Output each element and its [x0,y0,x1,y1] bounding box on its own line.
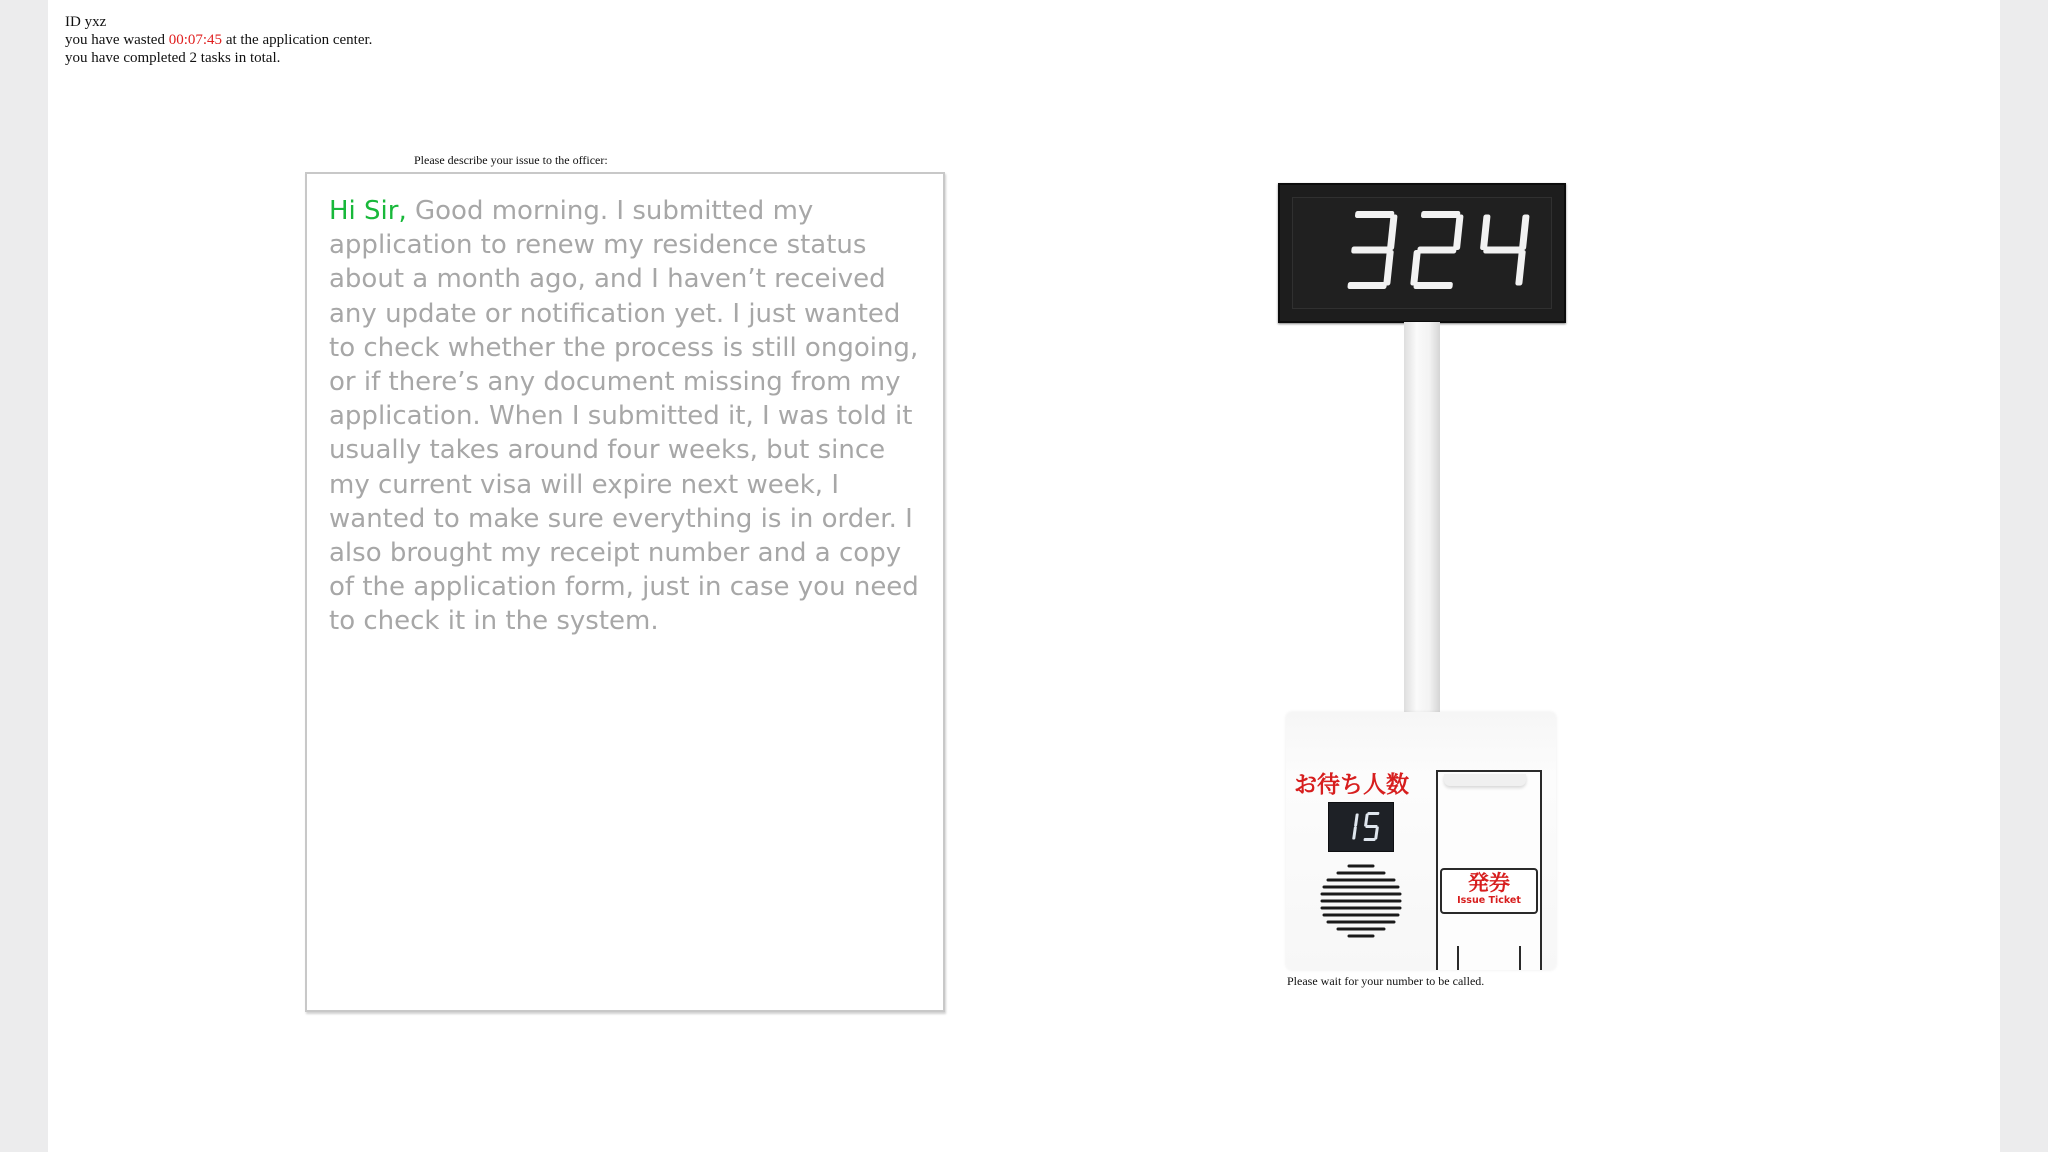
now-serving-segment [1453,215,1464,251]
now-serving-segment [1410,250,1421,286]
waiting-count-segment [1365,825,1377,828]
now-serving-segment [1515,250,1526,286]
waiting-count-digit-1 [1352,814,1359,840]
waiting-count-segment [1352,827,1357,840]
wait-notice: Please wait for your number to be called. [1287,974,1485,988]
issue-prompt: Please describe your issue to the officer: [414,153,608,167]
waiting-count-segment [1367,812,1379,815]
ticket-slot-opening [1444,774,1526,786]
wasted-suffix: at the application center. [222,32,373,48]
issue-ticket-button[interactable] [1440,868,1538,914]
greeting-text: Hi Sir, [329,196,407,226]
slot-notch-left [1457,946,1459,970]
waiting-count-segment [1374,827,1379,840]
now-serving-segment [1421,211,1461,218]
now-serving-segment [1355,211,1395,218]
waiting-count-segment [1364,814,1369,827]
now-serving-digit-1 [1347,211,1398,289]
waiting-count-segment [1363,838,1375,841]
now-serving-segment [1519,215,1530,251]
waiting-count-label: お待ち人数 [1294,772,1409,798]
now-serving-segment [1413,282,1453,289]
now-serving-segment [1480,215,1491,251]
now-serving-digit-3 [1476,215,1529,286]
wasted-time-line [65,31,372,49]
completed-tasks: you have completed 2 tasks in total. [65,50,281,66]
waiting-count-segment [1354,814,1359,827]
waiting-count-digit-2 [1362,812,1381,841]
ticket-machine [1286,712,1556,970]
now-serving-number [1278,183,1566,323]
now-serving-digit-2 [1410,211,1464,289]
now-serving-display [1278,183,1566,323]
now-serving-segment [1347,282,1387,289]
now-serving-segment [1483,247,1523,254]
user-id: ID yxz [65,14,107,30]
wasted-timer: 00:07:45 [168,32,223,48]
now-serving-segment [1383,250,1394,286]
now-serving-segment [1417,247,1457,254]
issue-text: Good morning. I submitted my application to renew my residence status about a month ago, and I haven’t received any update or notification yet. I just wanted to check whether the process is still ongoing, or if there’s any document missing from my application. When I submitted it, I was told it usually takes around four weeks, but since my current visa will expire next week, I wanted to make sure everything is in order. I also brought my receipt number and a copy of the application form, just in case you need to check it in the system. [329,196,919,637]
status-panel [65,13,372,67]
waiting-count-number [1329,803,1393,851]
waiting-count-display [1328,802,1394,852]
speaker-grille-icon [1316,862,1406,938]
now-serving-segment [1387,215,1398,251]
issue-textarea[interactable] [305,172,945,1012]
display-pole [1404,322,1440,714]
issue-ticket-label-en: Issue Ticket [1457,895,1521,906]
slot-notch-right [1519,946,1521,970]
issue-ticket-label-jp: 発券 [1468,871,1510,895]
now-serving-segment [1351,247,1391,254]
wasted-prefix: you have wasted [65,32,169,48]
